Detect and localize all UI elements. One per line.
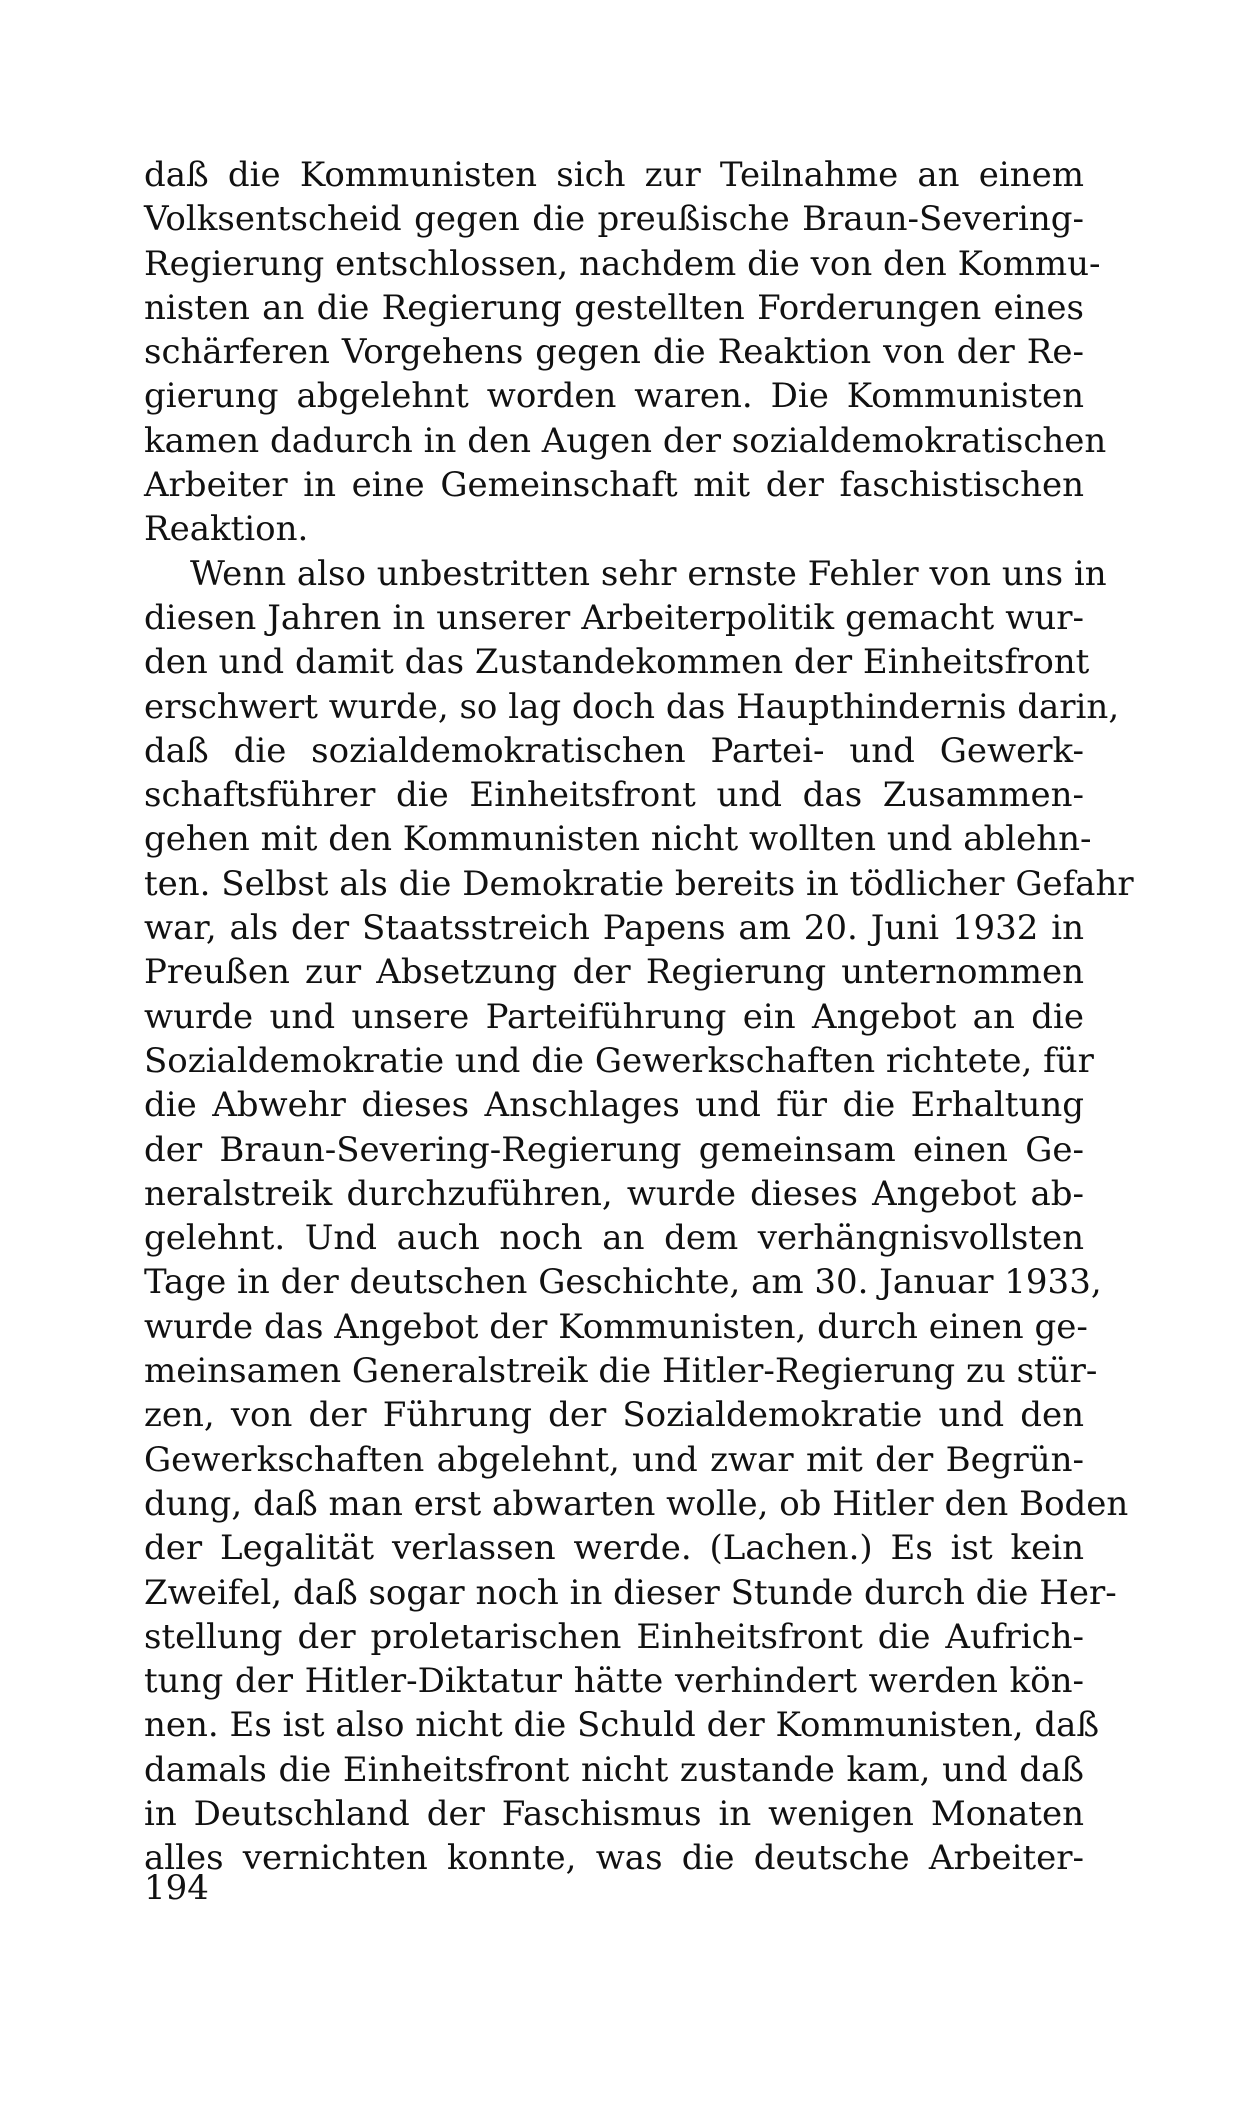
text-line: den und damit das Zustandekommen der Einheitsfront [144, 642, 1090, 683]
text-line: alles vernichten konnte, was die deutsche Arbeiter- [144, 1838, 1084, 1879]
text-line: dung, daß man erst abwarten wolle, ob Hitler den Boden [144, 1483, 1129, 1524]
text-line: wurde und unsere Parteiführung ein Angebot an die [144, 996, 1084, 1037]
text-line: schärferen Vorgehens gegen die Reaktion von der Re- [144, 332, 1084, 373]
text-line: Zweifel, daß sogar noch in dieser Stunde durch die Her- [144, 1572, 1117, 1613]
text-line: diesen Jahren in unserer Arbeiterpolitik gemacht wur- [144, 597, 1084, 638]
text-line: Volksentscheid gegen die preußische Braun-Severing- [144, 199, 1084, 240]
text-line: Wenn also unbestritten sehr ernste Fehler von uns in [190, 553, 1107, 594]
text-line: Sozialdemokratie und die Gewerkschaften richtete, für [144, 1040, 1094, 1081]
text-line: nisten an die Regierung gestellten Forderungen eines [144, 287, 1084, 328]
text-line: ten. Selbst als die Demokratie bereits in tödlicher Gefahr [144, 863, 1134, 904]
text-line: Reaktion. [144, 509, 309, 550]
text-line: neralstreik durchzuführen, wurde dieses Angebot ab- [144, 1173, 1084, 1214]
text-line: daß die sozialdemokratischen Partei- und Gewerk- [144, 730, 1084, 771]
text-line: war, als der Staatsstreich Papens am 20. Juni 1932 in [144, 908, 1084, 949]
text-line: erschwert wurde, so lag doch das Haupthindernis darin, [144, 686, 1120, 727]
text-line: damals die Einheitsfront nicht zustande kam, und daß [144, 1749, 1084, 1790]
text-line: in Deutschland der Faschismus in wenigen Monaten [144, 1793, 1084, 1834]
text-line: der Braun-Severing-Regierung gemeinsam einen Ge- [144, 1129, 1084, 1170]
text-line: Preußen zur Absetzung der Regierung unternommen [144, 952, 1084, 993]
text-line: gierung abgelehnt worden waren. Die Kommunisten [144, 376, 1084, 417]
text-line: die Abwehr dieses Anschlages und für die Erhaltung [144, 1085, 1084, 1126]
text-line: nen. Es ist also nicht die Schuld der Kommunisten, daß [144, 1705, 1100, 1746]
text-line: gelehnt. Und auch noch an dem verhängnisvollsten [144, 1218, 1084, 1259]
text-line: Arbeiter in eine Gemeinschaft mit der faschistischen [144, 465, 1084, 506]
text-line: zen, von der Führung der Sozialdemokratie und den [144, 1395, 1084, 1436]
text-line: daß die Kommunisten sich zur Teilnahme an einem [144, 155, 1084, 195]
page-number: 194 [144, 1868, 209, 1908]
text-line: wurde das Angebot der Kommunisten, durch einen ge- [144, 1306, 1088, 1347]
text-line: stellung der proletarischen Einheitsfront die Aufrich- [144, 1616, 1084, 1657]
text-line: Gewerkschaften abgelehnt, und zwar mit der Begrün- [144, 1439, 1084, 1480]
text-line: der Legalität verlassen werde. (Lachen.) Es ist kein [144, 1528, 1084, 1569]
text-line: schaftsführer die Einheitsfront und das Zusammen- [144, 775, 1084, 816]
text-line: Tage in der deutschen Geschichte, am 30. Januar 1933, [144, 1262, 1102, 1303]
text-line: gehen mit den Kommunisten nicht wollten und ablehn- [144, 819, 1092, 860]
paragraph [144, 552, 1134, 1881]
text-line: meinsamen Generalstreik die Hitler-Regierung zu stür- [144, 1351, 1098, 1392]
text-line: kamen dadurch in den Augen der sozialdemokratischen [144, 420, 1107, 461]
body-text [144, 153, 1134, 1881]
paragraph [144, 153, 1107, 552]
text-line: tung der Hitler-Diktatur hätte verhindert werden kön- [144, 1661, 1084, 1702]
text-line: Regierung entschlossen, nachdem die von den Kommu- [144, 243, 1101, 284]
